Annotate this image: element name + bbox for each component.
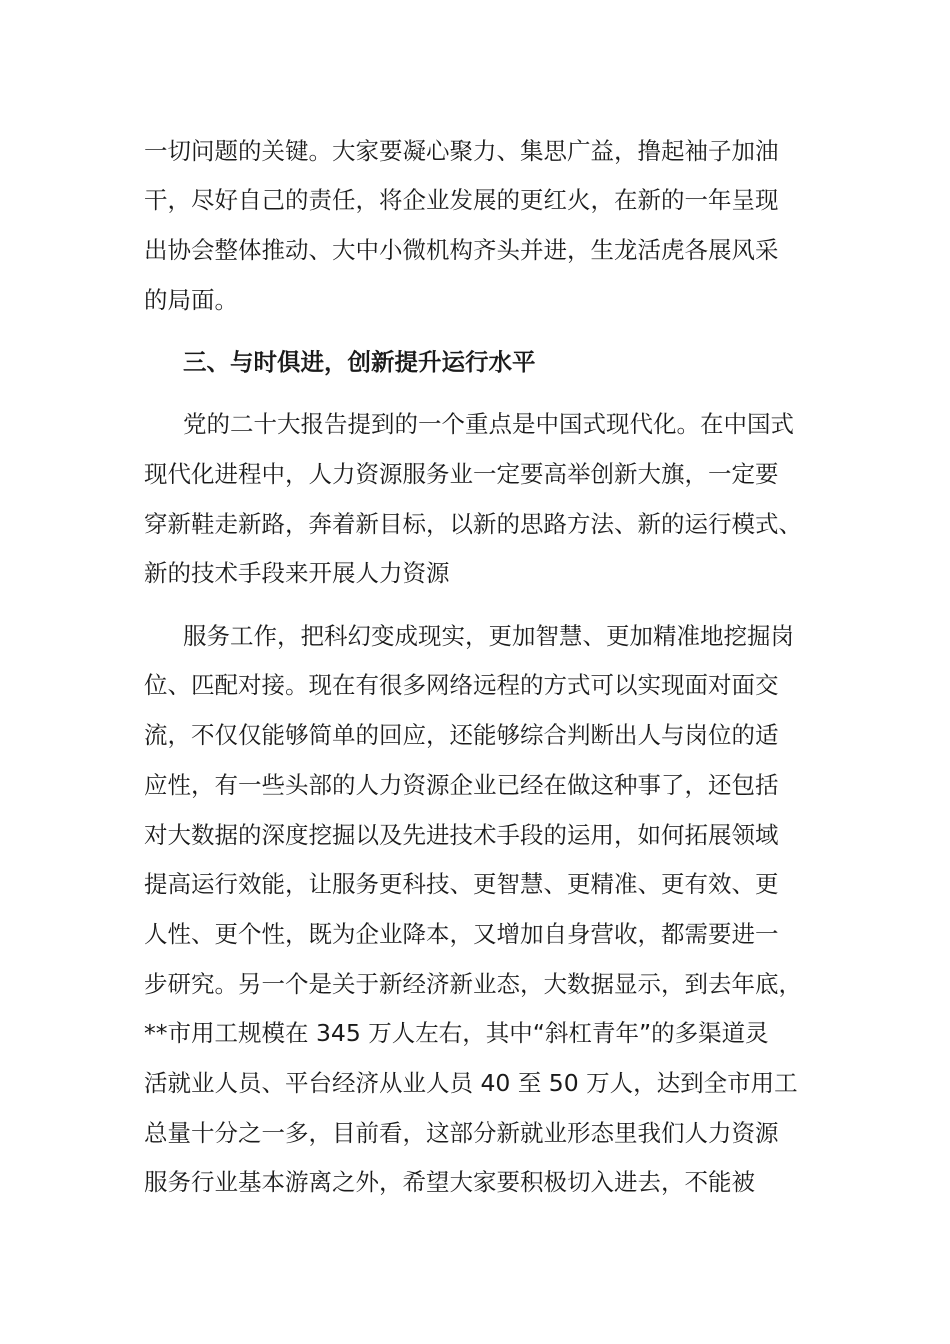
paragraph-line: 现代化进程中，人力资源服务业一定要高举创新大旗，一定要 (144, 460, 779, 488)
paragraph-line: 提高运行效能，让服务更科技、更智慧、更精准、更有效、更 (144, 870, 779, 898)
paragraph-line: 位、匹配对接。现在有很多网络远程的方式可以实现面对面交 (144, 671, 779, 699)
paragraph-line: 服务工作，把科幻变成现实，更加智慧、更加精准地挖掘岗 (183, 622, 794, 650)
section-heading: 三、与时俱进，创新提升运行水平 (183, 348, 536, 376)
paragraph-line: 干，尽好自己的责任，将企业发展的更红火，在新的一年呈现 (144, 186, 779, 214)
paragraph-line: 服务行业基本游离之外，希望大家要积极切入进去，不能被 (144, 1168, 755, 1196)
paragraph-line: 对大数据的深度挖掘以及先进技术手段的运用，如何拓展领域 (144, 821, 779, 849)
paragraph-line: 人性、更个性，既为企业降本，又增加自身营收，都需要进一 (144, 920, 779, 948)
paragraph-line: 应性，有一些头部的人力资源企业已经在做这种事了，还包括 (144, 771, 779, 799)
paragraph-line: 新的技术手段来开展人力资源 (144, 559, 450, 587)
paragraph-line: 穿新鞋走新路，奔着新目标，以新的思路方法、新的运行模式、 (144, 510, 802, 538)
paragraph-line: 党的二十大报告提到的一个重点是中国式现代化。在中国式 (183, 410, 794, 438)
paragraph-line: 流，不仅仅能够简单的回应，还能够综合判断出人与岗位的适 (144, 721, 779, 749)
paragraph-line: 总量十分之一多，目前看，这部分新就业形态里我们人力资源 (144, 1119, 779, 1147)
paragraph-line: 步研究。另一个是关于新经济新业态，大数据显示，到去年底， (144, 970, 802, 998)
paragraph-line: 一切问题的关键。大家要凝心聚力、集思广益，撸起袖子加油 (144, 137, 779, 165)
paragraph-line: 活就业人员、平台经济从业人员 40 至 50 万人，达到全市用工 (144, 1069, 798, 1097)
paragraph-line: 出协会整体推动、大中小微机构齐头并进，生龙活虎各展风采 (144, 236, 779, 264)
paragraph-line: **市用工规模在 345 万人左右，其中“斜杠青年”的多渠道灵 (144, 1019, 769, 1047)
paragraph-line: 的局面。 (144, 286, 238, 314)
